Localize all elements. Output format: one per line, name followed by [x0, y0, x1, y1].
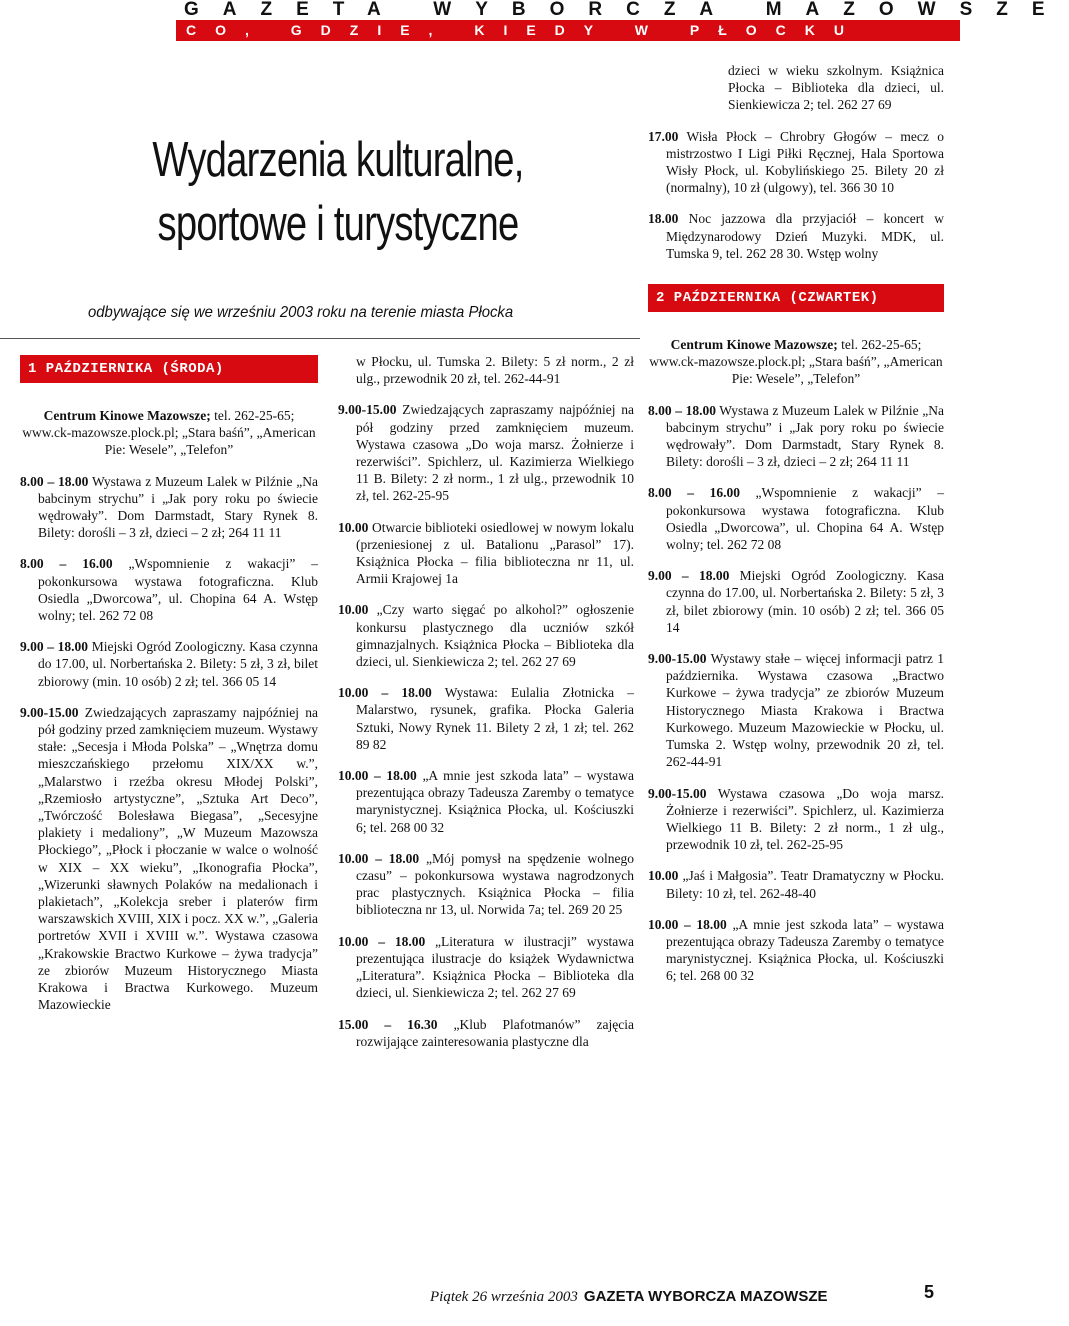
venue-details: tel. 262-25-65; www.ck-mazowsze.plock.pl; „Stara baśń”, „American Pie: Wesele”, „Telefon” [22, 408, 316, 458]
event-text: „A mnie jest szkoda lata” – wystawa prezentująca obrazy Tadeusza Zaremby o tematyce marynistycznej. Książnica Płocka, ul. Kościuszki 6; tel. 268 00 32 [666, 916, 944, 984]
event-item [20, 638, 318, 690]
event-item [648, 650, 944, 770]
event-time: 9.00 – 18.00 [648, 568, 730, 584]
event-item [648, 484, 944, 553]
venue-name: Centrum Kinowe Mazowsze; [43, 408, 211, 423]
event-item [338, 601, 634, 670]
column-3 [648, 62, 944, 999]
page-title-line-1: Wydarzenia kulturalne, [152, 133, 524, 187]
event-time: 8.00 – 18.00 [20, 473, 89, 489]
event-item [338, 767, 634, 836]
event-text: Zwiedzających zapraszamy najpóźniej na pół godziny przed zamknięciem muzeum. Wystawy stałe: „Secesja i Młoda Polska” – „Wnętrza domu mieszczańskiego przełomu XIX/XX w.”, „Malarstwo i rzeźba okresu Młodej Polski”, „Rzemiosło artystyczne”, „Sztuka Art Deco”, „Twórczość Bolesława Biegasa”, „Secesyjne plakiety i medaliony”, „W Muzeum Mazowsza Płockiego”, „Płock i płoczanie w walce o wolność w XIX – XX wieku”, „Ikonografia Płocka”, „Wizerunki sławnych Polaków na medalionach i plakietach”, „Kolekcja sreber i platerów firm warszawskich XVIII, XIX i pocz. XX w.”, „Galeria portretów XVII i XVIII w.”. Wystawa czasowa „Krakowskie Bractwo Kurkowe – żywa tradycja” ze zbiorów Muzeum Historycznego Miasta Krakowa i Bractwa Kurkowego. Muzeum Mazowieckie [38, 704, 318, 1013]
event-text: Noc jazzowa dla przyjaciół – koncert w Międzynarodowy Dzień Muzyki. MDK, ul. Tumska 9, tel. 262 28 30. Wstęp wolny [666, 211, 944, 261]
event-text: Miejski Ogród Zoologiczny. Kasa czynna do 17.00, ul. Norbertańska 2. Bilety: 5 zł, 3 zł, bilet zbiorowy (min. 10 osób) 2 zł; tel. 366 05 14 [38, 639, 318, 689]
page-footer [430, 1282, 950, 1306]
continued-text: w Płocku, ul. Tumska 2. Bilety: 5 zł norm., 2 zł ulg., przewodnik 20 zł, tel. 262-44-91 [356, 354, 634, 387]
event-time: 8.00 – 16.00 [20, 556, 113, 572]
event-text: „Wspomnienie z wakacji” – pokonkursowa wystawa fotograficzna. Klub Osiedla „Dworcowa”, ul. Chopina 64 A. Wstęp wolny; tel. 262 72 08 [666, 485, 944, 553]
day-header-oct-2: 2 PAŹDZIERNIKA (CZWARTEK) [648, 284, 944, 312]
event-time: 8.00 – 18.00 [648, 402, 716, 418]
event-time: 9.00 – 18.00 [20, 639, 89, 655]
event-list [338, 401, 634, 1050]
event-text: „Klub Plafotmanów” zajęcia rozwijające zainteresowania plastyczne dla [356, 1016, 635, 1049]
event-text: „Mój pomysł na spędzenie wolnego czasu” – pokonkursowa wystawa nagrodzonych prac plastycznych. Książnica Płocka – filia biblioteczna nr 13, ul. Norwida 7a; tel. 269 20 25 [356, 850, 634, 918]
masthead-section-bar: CO, GDZIE, KIEDY W PŁOCKU [176, 20, 960, 41]
issue-date: Piątek 26 września 2003 [430, 1289, 578, 1305]
event-time: 10.00 – 18.00 [338, 933, 426, 949]
event-text: „Literatura w ilustracji” wystawa prezentująca ilustracje do książek Wydawnictwa „Literatura”. Książnica Płocka – Biblioteka dla dzieci, ul. Sienkiewicza 2; tel. 262 27 69 [356, 933, 634, 1001]
event-time: 10.00 [338, 602, 369, 618]
page-subtitle: odbywające się we wrześniu 2003 roku na terenie miasta Płocka [88, 304, 514, 321]
page-title-line-2: sportowe i turystyczne [157, 197, 519, 251]
event-text: Wystawa: Eulalia Złotnicka – Malarstwo, rysunek, grafika. Płocka Galeria Sztuki, Nowy Rynek 11. Bilety 2 zł, 1 zł; tel. 262 89 82 [356, 685, 635, 752]
event-text: Wystawa czasowa „Do woja marsz. Żołnierze i rezerwiści”. Spichlerz, ul. Kazimierza Wielkiego 11 B. Bilety: 2 zł norm., 1 zł ulg., przewodnik 10 zł, tel. 262-25-95 [666, 785, 944, 853]
event-text: „Jaś i Małgosia”. Teatr Dramatyczny w Płocku. Bilety: 10 zł, tel. 262-48-40 [666, 868, 944, 901]
event-item [338, 684, 634, 753]
event-time: 9.00-15.00 [648, 651, 707, 667]
event-text: Miejski Ogród Zoologiczny. Kasa czynna do 17.00, ul. Norbertańska 2. Bilety: 5 zł, 3 zł, bilet zbiorowy (min. 10 osób) 2 zł; tel. 366 05 14 [666, 568, 944, 635]
event-item [648, 128, 944, 197]
event-item [338, 933, 634, 1002]
event-item [648, 785, 944, 854]
event-time: 8.00 – 16.00 [648, 485, 740, 501]
event-time: 10.00 – 18.00 [338, 768, 417, 784]
event-item [20, 555, 318, 624]
event-text: Zwiedzających zapraszamy najpóźniej na pół godziny przed zamknięciem muzeum. Wystawa czasowa „Do woja marsz. Żołnierze i rezerwiści”. Spichlerz, ul. Kazimierza Wielkiego 11 B. Bilety: 2 zł norm., 1 zł ulg., przewodnik 10 zł, tel. 262-25-95 [356, 402, 634, 504]
event-text: „Czy warto sięgać po alkohol?” ogłoszenie konkursu plastycznego dla uczniów szkół gimnazjalnych. Książnica Płocka – Biblioteka dla dzieci, ul. Sienkiewicza 2; tel. 262 27 69 [356, 602, 634, 670]
column-2 [338, 353, 634, 1064]
event-time: 10.00 [648, 868, 679, 884]
event-time: 9.00-15.00 [20, 704, 79, 720]
venue-name: Centrum Kinowe Mazowsze; [670, 337, 838, 353]
event-time: 9.00-15.00 [338, 402, 397, 418]
event-text: Otwarcie biblioteki osiedlowej w nowym lokalu (przeniesionej z ul. Batalionu „Parasol” 17). Książnica Płocka – filia biblioteczna nr 11, ul. Armii Krajowej 1a [356, 519, 634, 587]
event-item [648, 402, 944, 471]
event-item [648, 567, 944, 636]
event-time: 10.00 – 18.00 [648, 916, 727, 932]
event-time: 17.00 [648, 128, 679, 144]
event-time: 10.00 [338, 519, 369, 535]
event-text: Wystawa z Muzeum Lalek w Pilźnie „Na babcinym strychu” i „Jak pory roku po świecie wędrowały”. Dom Darmstadt, Stary Rynek 8. Bilety: dorośli – 3 zł, dzieci – 2 zł; 264 11 11 [38, 473, 318, 541]
event-item [648, 867, 944, 901]
event-text: Wystawy stałe – więcej informacji patrz 1 października. Wystawa czasowa „Bractwo Kurkowe – żywa tradycja” ze zbiorów Muzeum Historycznego Miasta Krakowa i Bractwa Kurkowego. Muzeum Mazowieckie w Płocku, ul. Tumska 2. Wstęp wolny, przewodnik 20 zł, tel. 262-44-91 [666, 651, 944, 770]
event-text: Wystawa z Muzeum Lalek w Pilźnie „Na babcinym strychu” i „Jak pory roku po świecie wędrowały”. Dom Darmstadt, Stary Rynek 8. Bilety: dorośli – 3 zł, dzieci – 2 zł; 264 11 11 [666, 402, 944, 470]
event-time: 10.00 – 18.00 [338, 685, 432, 701]
event-list [20, 473, 318, 1014]
event-time: 9.00-15.00 [648, 785, 707, 801]
event-list-top [648, 128, 944, 262]
event-list [648, 402, 944, 985]
event-item [338, 519, 634, 588]
event-item [338, 1016, 634, 1050]
day-header-oct-1: 1 PAŹDZIERNIKA (ŚRODA) [20, 355, 318, 383]
venue-details: tel. 262-25-65; www.ck-mazowsze.plock.pl; „Stara baśń”, „American Pie: Wesele”, „Telefon” [649, 337, 943, 387]
event-item [338, 850, 634, 919]
footer-brand: GAZETA WYBORCZA MAZOWSZE [583, 1288, 828, 1305]
page-title [143, 128, 533, 256]
event-time: 10.00 – 18.00 [338, 850, 420, 866]
event-text: Wisła Płock – Chrobry Głogów – mecz o mistrzostwo I Ligi Piłki Ręcznej, Hala Sportowa Wisły Płock, ul. Kobylińskiego 25. Bilety 20 zł (normalny), 10 zł (ulgowy), tel. 366 30 10 [666, 128, 944, 196]
event-item [648, 916, 944, 985]
page-number: 5 [924, 1282, 935, 1302]
event-text: „A mnie jest szkoda lata” – wystawa prezentująca obrazy Tadeusza Zaremby o tematyce marynistycznej. Książnica Płocka, ul. Kościuszki 6; tel. 268 00 32 [356, 768, 634, 835]
event-item [648, 210, 944, 262]
event-item [338, 401, 634, 504]
event-text: „Wspomnienie z wakacji” – pokonkursowa wystawa fotograficzna. Klub Osiedla „Dworcowa”, ul. Chopina 64 A. Wstęp wolny; tel. 262 72 08 [38, 556, 319, 624]
masthead-title: GAZETA WYBORCZA MAZOWSZE [184, 0, 1069, 20]
event-item [20, 473, 318, 542]
event-time: 18.00 [648, 211, 679, 227]
venue-info [648, 336, 944, 388]
column-1 [20, 355, 318, 1028]
header-divider [0, 338, 640, 339]
venue-info [20, 407, 318, 459]
event-time: 15.00 – 16.30 [338, 1016, 438, 1032]
event-item [20, 704, 318, 1014]
continued-text: dzieci w wieku szkolnym. Książnica Płocka – Biblioteka dla dzieci, ul. Sienkiewicza 2; tel. 262 27 69 [728, 63, 944, 113]
